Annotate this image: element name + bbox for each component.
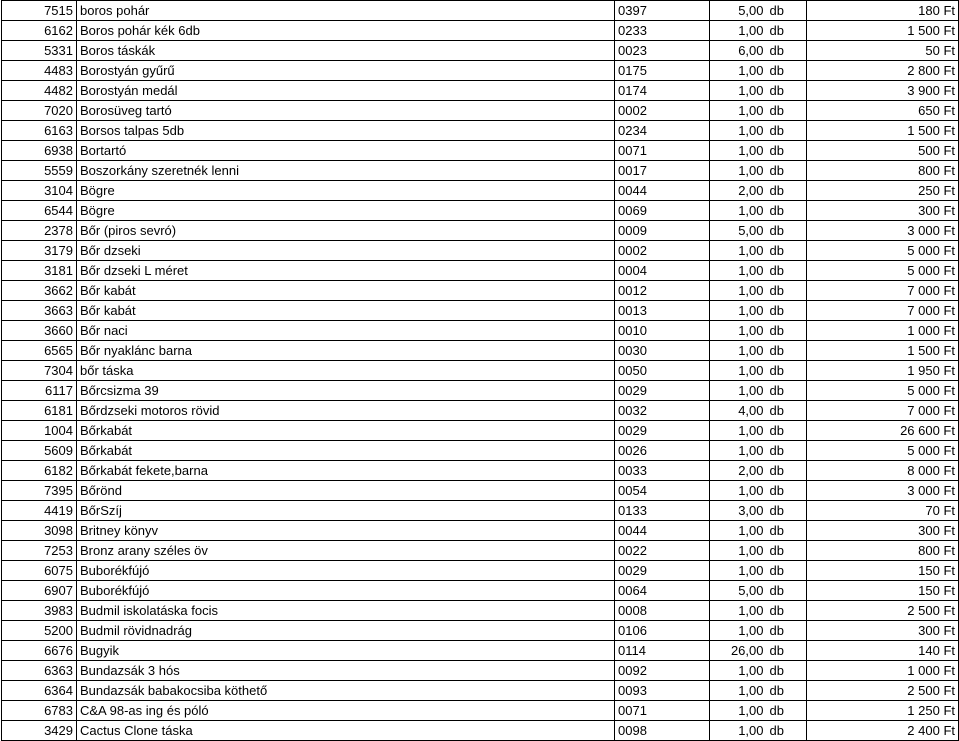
item-quantity-cell: 6,00 [710,41,767,61]
item-name-cell: boros pohár [77,1,615,21]
item-name-cell: Bronz arany széles öv [77,541,615,561]
item-id-cell: 7253 [2,541,77,561]
item-price-cell: 800 Ft [807,541,959,561]
item-unit-cell: db [767,161,807,181]
item-price-cell: 150 Ft [807,561,959,581]
item-id-cell: 6363 [2,661,77,681]
item-name-cell: Bőrkabát [77,441,615,461]
item-name-cell: Bőrcsizma 39 [77,381,615,401]
item-id-cell: 6938 [2,141,77,161]
item-code-cell: 0002 [615,241,710,261]
item-name-cell: Borsos talpas 5db [77,121,615,141]
item-unit-cell: db [767,681,807,701]
item-id-cell: 6565 [2,341,77,361]
item-unit-cell: db [767,201,807,221]
item-unit-cell: db [767,441,807,461]
item-price-cell: 2 500 Ft [807,601,959,621]
item-name-cell: Boros táskák [77,41,615,61]
item-name-cell: Boszorkány szeretnék lenni [77,161,615,181]
table-row [2,21,959,41]
item-unit-cell: db [767,541,807,561]
item-quantity-cell: 1,00 [710,161,767,181]
table-row [2,201,959,221]
item-code-cell: 0012 [615,281,710,301]
item-price-cell: 2 500 Ft [807,681,959,701]
item-id-cell: 6364 [2,681,77,701]
item-name-cell: bőr táska [77,361,615,381]
table-row [2,681,959,701]
item-id-cell: 6181 [2,401,77,421]
item-unit-cell: db [767,501,807,521]
item-unit-cell: db [767,461,807,481]
item-code-cell: 0009 [615,221,710,241]
item-price-cell: 300 Ft [807,621,959,641]
item-name-cell: Bőr naci [77,321,615,341]
item-price-cell: 7 000 Ft [807,401,959,421]
item-code-cell: 0004 [615,261,710,281]
item-price-cell: 5 000 Ft [807,381,959,401]
item-code-cell: 0029 [615,421,710,441]
item-quantity-cell: 1,00 [710,621,767,641]
item-quantity-cell: 1,00 [710,61,767,81]
item-unit-cell: db [767,41,807,61]
item-price-cell: 150 Ft [807,581,959,601]
item-price-cell: 1 950 Ft [807,361,959,381]
item-name-cell: Bőrönd [77,481,615,501]
item-quantity-cell: 1,00 [710,121,767,141]
item-id-cell: 5609 [2,441,77,461]
item-unit-cell: db [767,361,807,381]
table-row [2,581,959,601]
item-unit-cell: db [767,581,807,601]
table-row [2,701,959,721]
item-unit-cell: db [767,421,807,441]
item-code-cell: 0008 [615,601,710,621]
item-id-cell: 7020 [2,101,77,121]
item-unit-cell: db [767,221,807,241]
item-unit-cell: db [767,661,807,681]
item-code-cell: 0044 [615,521,710,541]
table-row [2,41,959,61]
item-code-cell: 0069 [615,201,710,221]
item-code-cell: 0033 [615,461,710,481]
item-code-cell: 0071 [615,141,710,161]
item-id-cell: 6117 [2,381,77,401]
table-row [2,521,959,541]
item-unit-cell: db [767,621,807,641]
table-row [2,61,959,81]
item-id-cell: 7304 [2,361,77,381]
item-code-cell: 0174 [615,81,710,101]
item-code-cell: 0175 [615,61,710,81]
item-id-cell: 6907 [2,581,77,601]
item-price-cell: 7 000 Ft [807,281,959,301]
item-id-cell: 6783 [2,701,77,721]
item-unit-cell: db [767,21,807,41]
item-name-cell: Bögre [77,181,615,201]
item-name-cell: Bőr kabát [77,301,615,321]
item-id-cell: 6544 [2,201,77,221]
table-row [2,421,959,441]
item-code-cell: 0026 [615,441,710,461]
item-name-cell: Borostyán gyűrű [77,61,615,81]
item-quantity-cell: 1,00 [710,521,767,541]
item-quantity-cell: 1,00 [710,561,767,581]
item-price-cell: 2 800 Ft [807,61,959,81]
item-code-cell: 0023 [615,41,710,61]
table-row [2,141,959,161]
item-id-cell: 7515 [2,1,77,21]
item-code-cell: 0133 [615,501,710,521]
item-code-cell: 0233 [615,21,710,41]
item-code-cell: 0017 [615,161,710,181]
item-name-cell: Bőr kabát [77,281,615,301]
item-unit-cell: db [767,601,807,621]
item-quantity-cell: 1,00 [710,681,767,701]
item-price-cell: 1 000 Ft [807,321,959,341]
item-quantity-cell: 1,00 [710,381,767,401]
item-price-cell: 1 500 Ft [807,121,959,141]
item-name-cell: BőrSzíj [77,501,615,521]
item-unit-cell: db [767,381,807,401]
table-row [2,101,959,121]
table-row [2,461,959,481]
item-code-cell: 0098 [615,721,710,741]
item-price-cell: 250 Ft [807,181,959,201]
item-name-cell: Bőrkabát [77,421,615,441]
table-row [2,261,959,281]
item-quantity-cell: 4,00 [710,401,767,421]
item-id-cell: 6075 [2,561,77,581]
table-row [2,561,959,581]
item-unit-cell: db [767,341,807,361]
item-quantity-cell: 1,00 [710,301,767,321]
item-unit-cell: db [767,281,807,301]
item-id-cell: 3179 [2,241,77,261]
item-price-cell: 180 Ft [807,1,959,21]
item-quantity-cell: 1,00 [710,141,767,161]
item-id-cell: 3104 [2,181,77,201]
item-id-cell: 4482 [2,81,77,101]
item-name-cell: Bögre [77,201,615,221]
item-name-cell: Cactus Clone táska [77,721,615,741]
item-quantity-cell: 1,00 [710,201,767,221]
item-code-cell: 0002 [615,101,710,121]
item-id-cell: 3429 [2,721,77,741]
item-unit-cell: db [767,641,807,661]
item-code-cell: 0044 [615,181,710,201]
table-row [2,721,959,741]
item-code-cell: 0032 [615,401,710,421]
item-price-cell: 1 500 Ft [807,341,959,361]
table-row [2,221,959,241]
item-code-cell: 0030 [615,341,710,361]
item-quantity-cell: 2,00 [710,461,767,481]
item-price-cell: 50 Ft [807,41,959,61]
item-id-cell: 6163 [2,121,77,141]
item-code-cell: 0106 [615,621,710,641]
item-price-cell: 3 000 Ft [807,221,959,241]
item-name-cell: Borosüveg tartó [77,101,615,121]
item-id-cell: 4419 [2,501,77,521]
item-code-cell: 0010 [615,321,710,341]
table-row [2,441,959,461]
item-id-cell: 5331 [2,41,77,61]
item-quantity-cell: 26,00 [710,641,767,661]
table-row [2,181,959,201]
table-row [2,121,959,141]
item-code-cell: 0234 [615,121,710,141]
item-id-cell: 6182 [2,461,77,481]
table-row [2,321,959,341]
item-code-cell: 0092 [615,661,710,681]
item-id-cell: 7395 [2,481,77,501]
item-name-cell: C&A 98-as ing és póló [77,701,615,721]
table-row [2,341,959,361]
inventory-table [1,0,959,741]
item-unit-cell: db [767,481,807,501]
item-id-cell: 4483 [2,61,77,81]
item-id-cell: 5559 [2,161,77,181]
item-price-cell: 3 000 Ft [807,481,959,501]
item-code-cell: 0054 [615,481,710,501]
table-row [2,361,959,381]
item-quantity-cell: 1,00 [710,421,767,441]
item-id-cell: 6676 [2,641,77,661]
item-quantity-cell: 1,00 [710,661,767,681]
table-row [2,281,959,301]
item-quantity-cell: 1,00 [710,81,767,101]
item-quantity-cell: 5,00 [710,1,767,21]
item-unit-cell: db [767,561,807,581]
item-quantity-cell: 1,00 [710,101,767,121]
item-unit-cell: db [767,721,807,741]
item-price-cell: 5 000 Ft [807,241,959,261]
item-name-cell: Bőrdzseki motoros rövid [77,401,615,421]
item-quantity-cell: 1,00 [710,261,767,281]
item-code-cell: 0093 [615,681,710,701]
item-price-cell: 140 Ft [807,641,959,661]
table-row [2,81,959,101]
item-quantity-cell: 1,00 [710,541,767,561]
item-unit-cell: db [767,701,807,721]
item-price-cell: 70 Ft [807,501,959,521]
item-name-cell: Bőr dzseki [77,241,615,261]
item-name-cell: Bőr dzseki L méret [77,261,615,281]
item-unit-cell: db [767,141,807,161]
item-price-cell: 7 000 Ft [807,301,959,321]
item-code-cell: 0064 [615,581,710,601]
item-id-cell: 3660 [2,321,77,341]
item-quantity-cell: 1,00 [710,341,767,361]
item-name-cell: Bundazsák babakocsiba köthető [77,681,615,701]
item-name-cell: Bundazsák 3 hós [77,661,615,681]
item-code-cell: 0397 [615,1,710,21]
item-id-cell: 1004 [2,421,77,441]
item-code-cell: 0071 [615,701,710,721]
item-price-cell: 2 400 Ft [807,721,959,741]
table-row [2,621,959,641]
item-id-cell: 3663 [2,301,77,321]
table-row [2,401,959,421]
item-name-cell: Bőr nyaklánc barna [77,341,615,361]
item-quantity-cell: 3,00 [710,501,767,521]
item-price-cell: 3 900 Ft [807,81,959,101]
item-quantity-cell: 5,00 [710,581,767,601]
table-row [2,661,959,681]
item-quantity-cell: 1,00 [710,481,767,501]
table-row [2,241,959,261]
item-name-cell: Buborékfújó [77,581,615,601]
item-quantity-cell: 1,00 [710,281,767,301]
item-code-cell: 0013 [615,301,710,321]
item-id-cell: 5200 [2,621,77,641]
item-quantity-cell: 2,00 [710,181,767,201]
item-unit-cell: db [767,81,807,101]
item-code-cell: 0029 [615,561,710,581]
item-code-cell: 0050 [615,361,710,381]
table-row [2,381,959,401]
item-name-cell: Buborékfújó [77,561,615,581]
table-row [2,601,959,621]
item-unit-cell: db [767,321,807,341]
item-id-cell: 3098 [2,521,77,541]
item-unit-cell: db [767,121,807,141]
item-price-cell: 300 Ft [807,521,959,541]
item-name-cell: Bugyik [77,641,615,661]
item-quantity-cell: 5,00 [710,221,767,241]
item-id-cell: 3181 [2,261,77,281]
table-row [2,481,959,501]
item-unit-cell: db [767,301,807,321]
item-price-cell: 800 Ft [807,161,959,181]
item-name-cell: Bőrkabát fekete,barna [77,461,615,481]
item-name-cell: Borostyán medál [77,81,615,101]
item-name-cell: Britney könyv [77,521,615,541]
item-quantity-cell: 1,00 [710,361,767,381]
item-unit-cell: db [767,101,807,121]
item-unit-cell: db [767,261,807,281]
table-row [2,1,959,21]
item-price-cell: 650 Ft [807,101,959,121]
item-price-cell: 300 Ft [807,201,959,221]
item-price-cell: 5 000 Ft [807,441,959,461]
item-quantity-cell: 1,00 [710,601,767,621]
item-price-cell: 26 600 Ft [807,421,959,441]
table-row [2,301,959,321]
item-price-cell: 1 500 Ft [807,21,959,41]
item-name-cell: Budmil rövidnadrág [77,621,615,641]
item-code-cell: 0029 [615,381,710,401]
item-name-cell: Budmil iskolatáska focis [77,601,615,621]
item-unit-cell: db [767,181,807,201]
item-quantity-cell: 1,00 [710,321,767,341]
item-unit-cell: db [767,1,807,21]
table-row [2,641,959,661]
item-id-cell: 6162 [2,21,77,41]
item-name-cell: Bőr (piros sevró) [77,221,615,241]
item-id-cell: 2378 [2,221,77,241]
item-name-cell: Bortartó [77,141,615,161]
item-id-cell: 3662 [2,281,77,301]
item-quantity-cell: 1,00 [710,21,767,41]
item-code-cell: 0022 [615,541,710,561]
item-unit-cell: db [767,241,807,261]
item-unit-cell: db [767,61,807,81]
item-unit-cell: db [767,401,807,421]
item-quantity-cell: 1,00 [710,441,767,461]
item-price-cell: 5 000 Ft [807,261,959,281]
item-unit-cell: db [767,521,807,541]
item-price-cell: 8 000 Ft [807,461,959,481]
item-code-cell: 0114 [615,641,710,661]
table-row [2,541,959,561]
item-quantity-cell: 1,00 [710,701,767,721]
item-quantity-cell: 1,00 [710,721,767,741]
item-price-cell: 1 000 Ft [807,661,959,681]
item-price-cell: 1 250 Ft [807,701,959,721]
table-row [2,161,959,181]
item-name-cell: Boros pohár kék 6db [77,21,615,41]
item-id-cell: 3983 [2,601,77,621]
inventory-table-body [2,1,959,741]
item-price-cell: 500 Ft [807,141,959,161]
item-quantity-cell: 1,00 [710,241,767,261]
table-row [2,501,959,521]
